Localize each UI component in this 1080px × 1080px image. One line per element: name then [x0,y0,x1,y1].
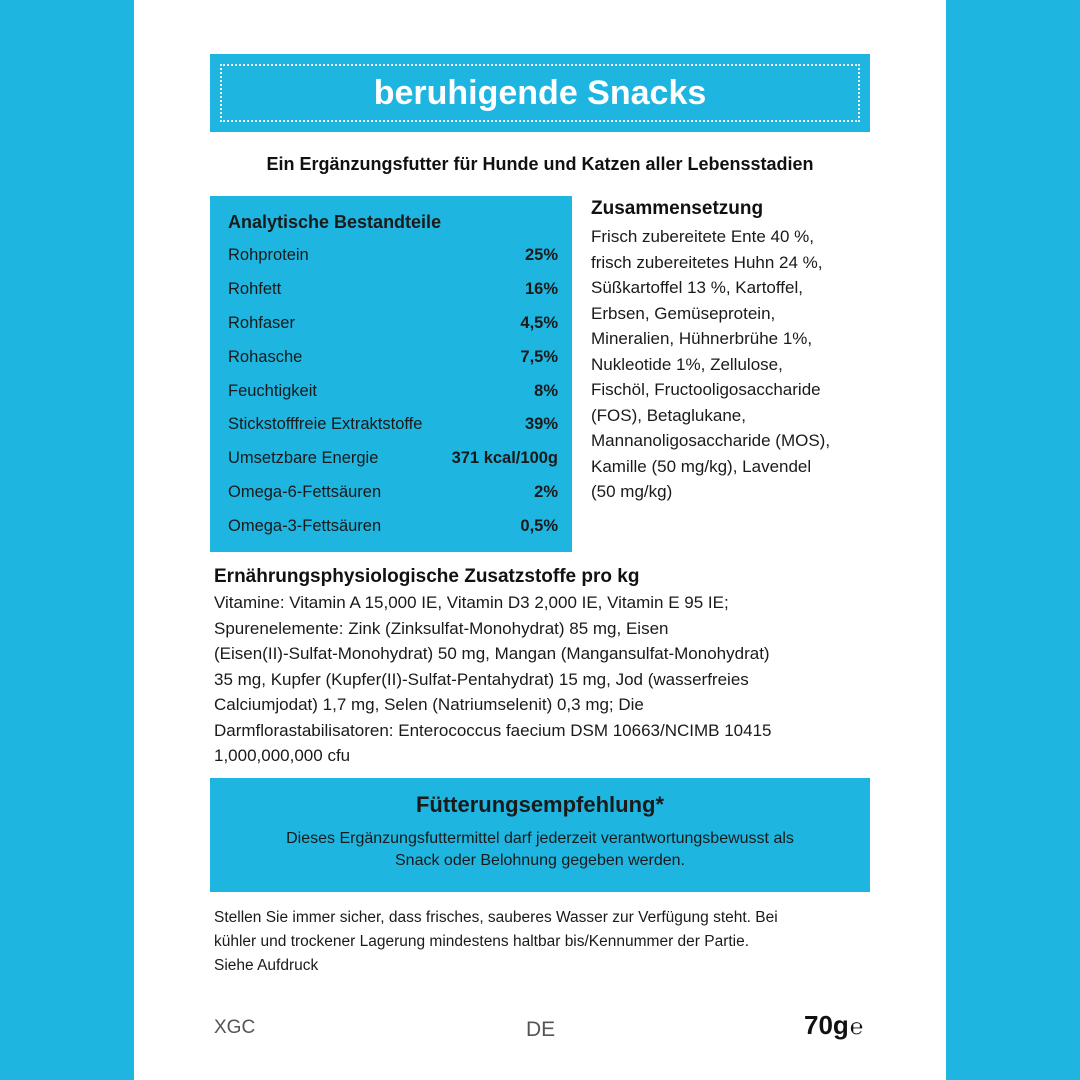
composition-line: Mannanoligosaccharide (MOS), [591,431,831,450]
additives-section [214,566,874,769]
additives-line: Calciumjodat) 1,7 mg, Selen (Natriumselenit) 0,3 mg; Die [214,695,644,714]
analysis-row [228,509,558,543]
analysis-value: 2% [534,482,558,501]
composition-heading: Zusammensetzung [591,198,764,219]
composition-line: (50 mg/kg) [591,482,673,501]
storage-note [214,906,874,978]
additives-text [214,590,874,769]
additives-line: 35 mg, Kupfer (Kupfer(II)-Sulfat-Pentahydrat) 15 mg, Jod (wasserfreies [214,669,749,689]
composition-line: Süßkartoffel 13 %, Kartoffel, [591,278,803,297]
composition-text [591,224,941,505]
feeding-text [235,828,845,872]
label-sheet [134,0,946,1080]
additives-heading: Ernährungsphysiologische Zusatzstoffe pro kg [214,566,640,587]
analysis-row [228,340,558,374]
analysis-label: Rohfaser [228,313,295,332]
composition-line: Nukleotide 1%, Zellulose, [591,354,783,374]
additives-line: Vitamine: Vitamin A 15,000 IE, Vitamin D3 2,000 IE, Vitamin E 95 IE; [214,593,729,612]
analysis-value: 4,5% [520,313,558,332]
analysis-value: 7,5% [520,347,558,366]
additives-line: Spurenelemente: Zink (Zinksulfat-Monohydrat) 85 mg, Eisen [214,618,669,638]
analysis-value: 39% [524,415,558,434]
feeding-box [210,778,870,892]
analysis-row [228,307,558,341]
title-banner [210,54,870,132]
estimated-sign-icon: ℮ [849,1014,864,1039]
country-code: DE [526,1018,556,1041]
analysis-label: Omega-3-Fettsäuren [228,516,382,535]
composition-line: Fischöl, Fructooligosaccharide [591,380,821,399]
analysis-label: Rohfett [228,280,282,299]
analysis-label: Feuchtigkeit [228,381,317,400]
analysis-value: 371 kcal/100g [451,449,558,468]
analysis-row [228,408,558,442]
analysis-row [228,273,558,307]
analysis-label: Stickstofffreie Extraktstoffe [228,415,423,434]
composition-line: Erbsen, Gemüseprotein, [591,303,776,323]
analysis-label: Rohasche [228,347,303,366]
analysis-value: 8% [534,381,558,400]
note-line: kühler und trockener Lagerung mindestens haltbar bis/Kennummer der Partie. [214,933,750,950]
composition-section [591,198,941,505]
analysis-label: Umsetzbare Energie [228,449,379,468]
additives-line: (Eisen(II)-Sulfat-Monohydrat) 50 mg, Mangan (Mangansulfat-Monohydrat) [214,644,770,663]
composition-line: Mineralien, Hühnerbrühe 1%, [591,329,813,348]
additives-line: 1,000,000,000 cfu [214,746,351,765]
product-subtitle: Ein Ergänzungsfutter für Hunde und Katzen aller Lebensstadien [266,154,814,174]
composition-line: (FOS), Betaglukane, [591,405,746,425]
analysis-row [228,476,558,510]
analysis-value: 0,5% [520,516,558,535]
composition-line: frisch zubereitetes Huhn 24 %, [591,252,823,272]
weight-value: 70g [804,1010,849,1040]
analysis-value: 16% [524,280,558,299]
composition-line: Frisch zubereitete Ente 40 %, [591,227,815,246]
brand-code: XGC [214,1017,256,1038]
composition-line: Kamille (50 mg/kg), Lavendel [591,456,812,476]
analysis-row [228,374,558,408]
analysis-box [210,196,572,552]
analysis-heading: Analytische Bestandteile [228,212,442,232]
product-title: beruhigende Snacks [220,64,860,122]
analysis-label: Rohprotein [228,246,309,265]
additives-line: Darmflorastabilisatoren: Enterococcus faecium DSM 10663/NCIMB 10415 [214,720,772,740]
net-weight [804,1010,863,1041]
note-line: Stellen Sie immer sicher, dass frisches, sauberes Wasser zur Verfügung steht. Bei [214,909,778,926]
feeding-line: Dieses Ergänzungsfuttermittel darf jederzeit verantwortungsbewusst als [286,830,794,847]
feeding-line: Snack oder Belohnung gegeben werden. [395,852,685,869]
analysis-label: Omega-6-Fettsäuren [228,482,382,501]
analysis-row [228,442,558,476]
analysis-row [228,239,558,273]
note-line: Siehe Aufdruck [214,957,319,974]
feeding-heading: Fütterungsempfehlung* [415,792,665,817]
analysis-value: 25% [524,246,558,265]
